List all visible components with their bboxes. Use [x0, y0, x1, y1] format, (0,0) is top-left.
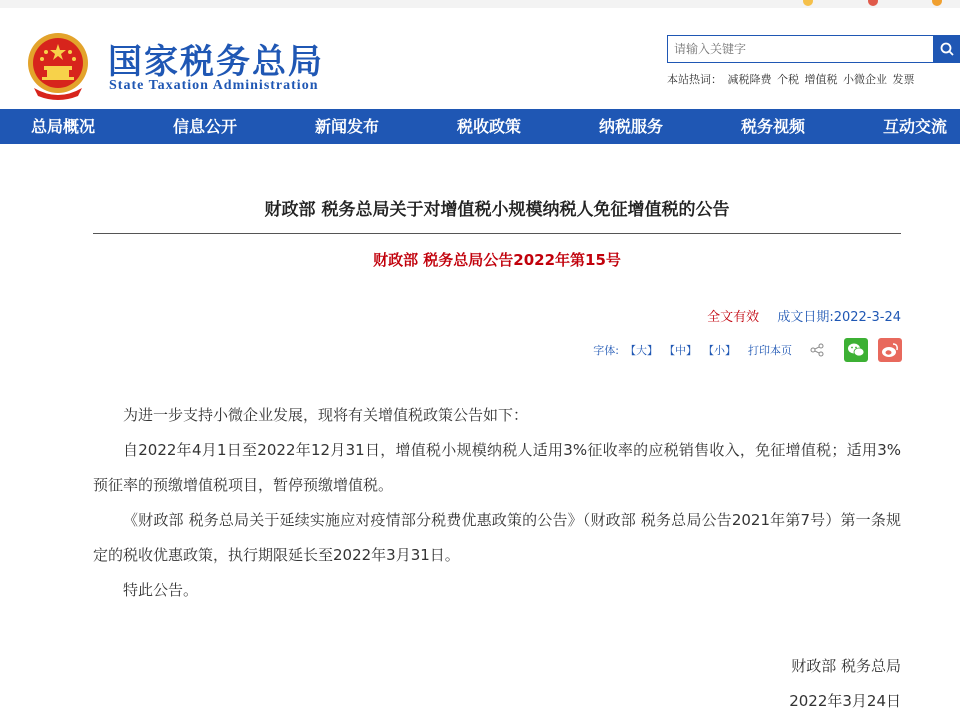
search-icon	[940, 42, 954, 56]
nav-item-overview[interactable]: 总局概况	[31, 117, 96, 136]
hotword-link[interactable]: 减税降费	[727, 73, 772, 86]
weibo-icon	[881, 342, 899, 358]
top-dot-icon	[803, 0, 813, 6]
hotword-link[interactable]: 增值税	[804, 73, 838, 86]
national-emblem-icon[interactable]	[26, 30, 90, 100]
weibo-share-button[interactable]	[878, 338, 902, 362]
nav-item-tax-video[interactable]: 税务视频	[741, 117, 806, 136]
print-button[interactable]: 打印本页	[748, 344, 792, 357]
top-dot-icon	[932, 0, 942, 6]
validity-badge: 全文有效	[707, 310, 760, 325]
hotwords-bar	[667, 71, 917, 87]
hotwords-label: 本站热词：	[667, 73, 722, 86]
wechat-icon	[847, 342, 865, 358]
hotword-link[interactable]: 发票	[892, 73, 915, 86]
main-nav	[0, 109, 960, 144]
nav-item-interaction[interactable]: 互动交流	[883, 117, 948, 136]
article-meta	[707, 306, 901, 325]
hotword-link[interactable]: 个税	[777, 73, 799, 86]
article-tools	[593, 337, 902, 363]
site-logo-english[interactable]: State Taxation Administration	[109, 78, 319, 93]
article-title: 财政部 税务总局关于对增值税小规模纳税人免征增值税的公告	[264, 200, 730, 220]
font-size-label: 字体:	[593, 344, 619, 357]
hotword-link[interactable]: 小微企业	[843, 73, 887, 86]
browser-top-strip	[0, 0, 960, 8]
signature: 财政部 税务总局	[791, 657, 901, 675]
article-paragraph: 《财政部 税务总局关于延续实施应对疫情部分税费优惠政策的公告》（财政部 税务总局公告2021年第7号）第一条规定的税收优惠政策，执行期限延长至2022年3月31日。	[93, 511, 901, 564]
article-paragraph: 为进一步支持小微企业发展，现将有关增值税政策公告如下：	[123, 406, 529, 424]
article-paragraph: 自2022年4月1日至2022年12月31日，增值税小规模纳税人适用3%征收率的应税销售收入，免征增值税；适用3%预征率的预缴增值税项目，暂停预缴增值税。	[93, 441, 901, 494]
site-logo-chinese[interactable]: 国家税务总局	[108, 42, 324, 82]
title-divider	[93, 233, 901, 234]
font-medium-button[interactable]: 【中】	[664, 344, 697, 357]
article-paragraph: 特此公告。	[123, 581, 199, 599]
search-button[interactable]	[934, 35, 960, 63]
issue-date: 成文日期:2022-3-24	[777, 310, 901, 325]
search-input[interactable]	[667, 35, 934, 63]
top-dot-icon	[868, 0, 878, 6]
site-header	[0, 8, 960, 109]
article-body	[93, 398, 901, 608]
wechat-share-button[interactable]	[844, 338, 868, 362]
document-number: 财政部 税务总局公告2022年第15号	[373, 251, 621, 269]
nav-item-tax-policy[interactable]: 税收政策	[457, 117, 522, 136]
nav-item-info-disclosure[interactable]: 信息公开	[173, 117, 238, 136]
font-large-button[interactable]: 【大】	[625, 344, 658, 357]
nav-item-tax-service[interactable]: 纳税服务	[599, 117, 664, 136]
nav-item-news[interactable]: 新闻发布	[315, 117, 380, 136]
share-icon[interactable]	[810, 343, 824, 357]
signature-date: 2022年3月24日	[789, 692, 901, 710]
font-small-button[interactable]: 【小】	[703, 344, 736, 357]
